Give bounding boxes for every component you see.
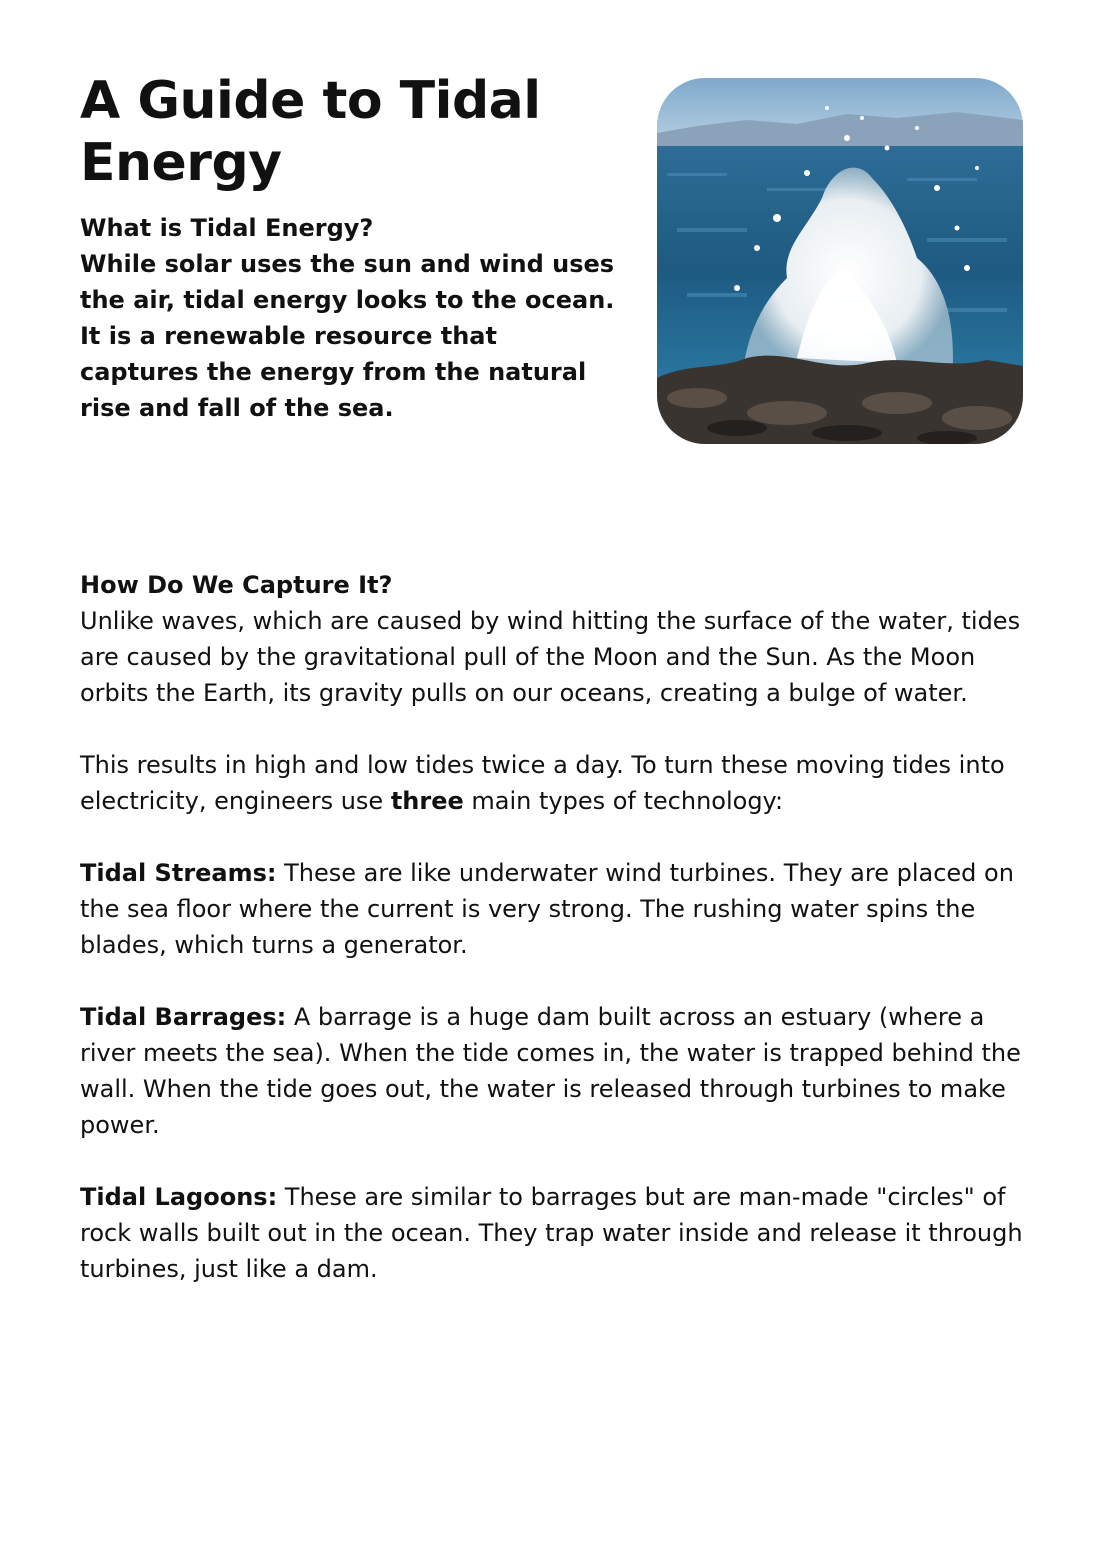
- capture-paragraph-2-end: main types of technology:: [463, 787, 784, 815]
- capture-paragraph-1: Unlike waves, which are caused by wind hitting the surface of the water, tides are caused by the gravitational pull of the Moon and the Sun. As the Moon orbits the Earth, its gravity pulls on our oceans, creating a bulge of water.: [80, 607, 1021, 707]
- capture-heading: How Do We Capture It?: [80, 571, 393, 599]
- technology-tidal-streams: [80, 855, 1030, 963]
- capture-paragraph-2-start: This results in high and low tides twice a day. To turn these moving tides into electricity, engineers use: [80, 751, 1005, 815]
- technology-name: Tidal Barrages:: [80, 1003, 287, 1031]
- intro-text: While solar uses the sun and wind uses the air, tidal energy looks to the ocean. It is a renewable resource that captures the energy from the natural rise and fall of the sea.: [80, 250, 615, 422]
- main-content: [80, 567, 1030, 1323]
- page-title: A Guide to Tidal Energy: [80, 71, 541, 193]
- technology-text: A barrage is a huge dam built across an estuary (where a river meets the sea). When the tide comes in, the water is trapped behind the wall. When the tide goes out, the water is released through turbines to make power.: [80, 1003, 1021, 1139]
- technology-name: Tidal Lagoons:: [80, 1183, 278, 1211]
- ocean-wave-splash-photo: [657, 78, 1023, 444]
- capture-paragraph-2-bold: three: [390, 787, 464, 815]
- intro-heading: What is Tidal Energy?: [80, 214, 374, 242]
- capture-paragraph-2: [80, 747, 1030, 819]
- technology-name: Tidal Streams:: [80, 859, 277, 887]
- intro-section: [80, 210, 620, 426]
- technology-text: These are like underwater wind turbines. They are placed on the sea floor where the current is very strong. The rushing water spins the blades, which turns a generator.: [80, 859, 1014, 959]
- technology-tidal-barrages: [80, 999, 1030, 1143]
- technology-tidal-lagoons: [80, 1179, 1030, 1287]
- technology-text: These are similar to barrages but are man-made "circles" of rock walls built out in the ocean. They trap water inside and release it through turbines, just like a dam.: [80, 1183, 1023, 1283]
- wave-splash-icon: [657, 78, 1023, 444]
